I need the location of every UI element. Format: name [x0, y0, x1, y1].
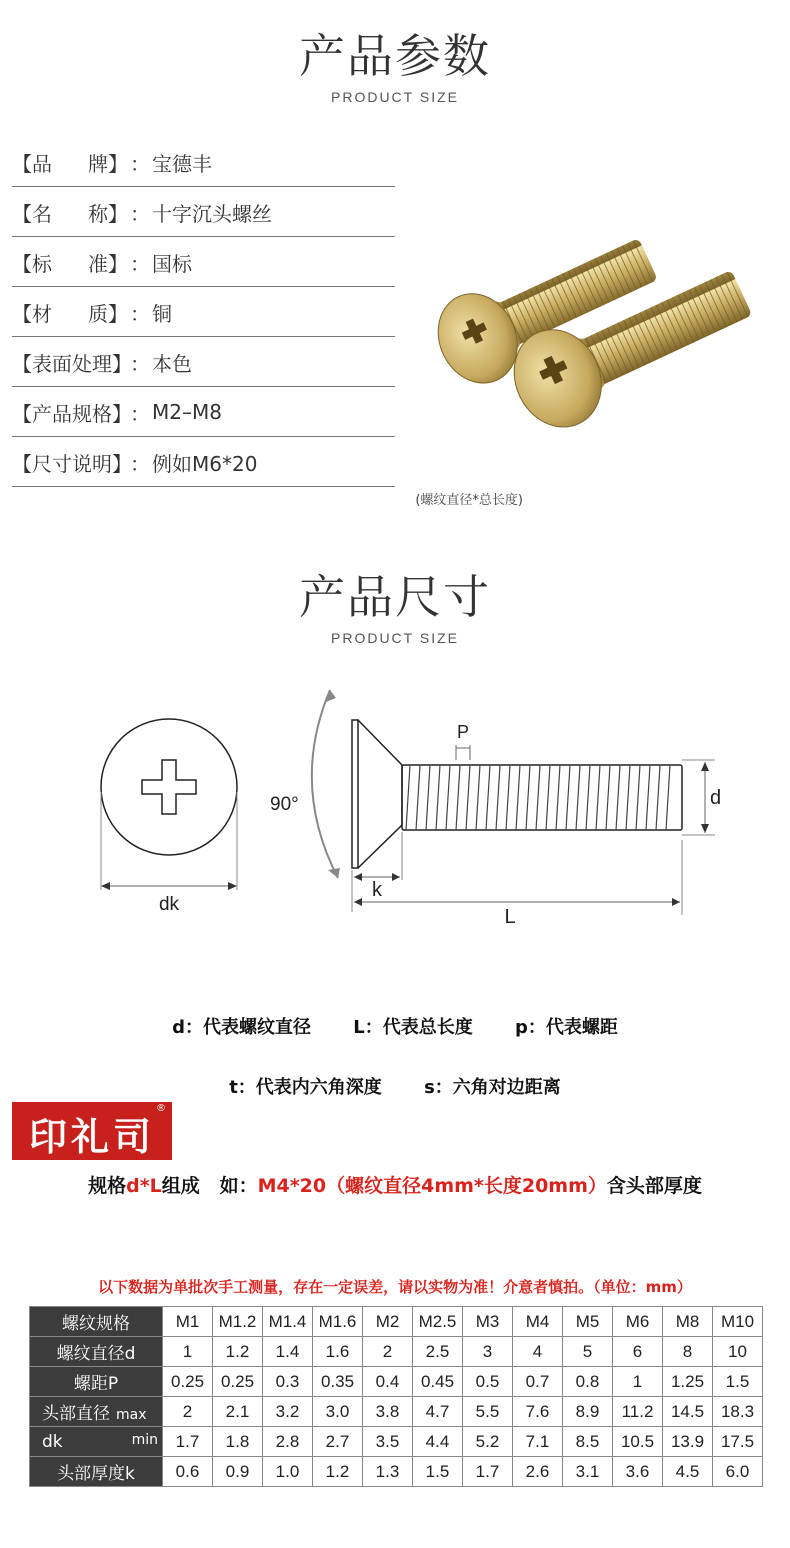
param-value-material: 铜 — [152, 301, 172, 326]
table-cell: 6.0 — [713, 1457, 763, 1487]
table-header-cell: M1.6 — [313, 1307, 363, 1337]
table-cell: 1.4 — [263, 1337, 313, 1367]
measurement-warning: 以下数据为单批次手工测量，存在一定误差，请以实物为准！介意者慎拍。（单位：mm） — [98, 1278, 692, 1296]
legend-line-1 — [0, 1013, 790, 1039]
spec-text-b: d*L — [126, 1175, 162, 1197]
param-row-standard — [12, 238, 395, 287]
table-cell: 3.6 — [613, 1457, 663, 1487]
head-top-view — [101, 719, 237, 855]
table-cell: 14.5 — [663, 1397, 713, 1427]
table-cell: 1.7 — [163, 1427, 213, 1457]
table-cell: 13.9 — [663, 1427, 713, 1457]
table-cell: 3.2 — [263, 1397, 313, 1427]
table-header-cell: M8 — [663, 1307, 713, 1337]
table-row-label: 头部厚度k — [30, 1457, 163, 1487]
table-cell: 0.4 — [363, 1367, 413, 1397]
table-header-cell: M1.2 — [213, 1307, 263, 1337]
table-cell: 0.25 — [213, 1367, 263, 1397]
label-p: P — [457, 722, 470, 742]
table-cell: 0.6 — [163, 1457, 213, 1487]
spec-text-a: 规格 — [88, 1175, 127, 1197]
param-key-end: 质】 — [88, 301, 128, 326]
param-row-name — [12, 188, 395, 237]
table-row-label — [30, 1427, 163, 1457]
table-row — [30, 1427, 763, 1457]
table-header-cell: M10 — [713, 1307, 763, 1337]
table-row-label-sub: min — [131, 1431, 158, 1448]
table-cell: 1.3 — [363, 1457, 413, 1487]
param-row-spec — [12, 388, 395, 437]
table-cell: 1 — [613, 1367, 663, 1397]
param-value-name: 十字沉头螺丝 — [152, 201, 272, 226]
table-header-cell: M4 — [513, 1307, 563, 1337]
table-cell: 0.9 — [213, 1457, 263, 1487]
table-cell: 0.3 — [263, 1367, 313, 1397]
param-sep: ： — [130, 151, 150, 176]
phillips-cross-icon — [142, 760, 196, 814]
param-key: 【表面处理】 — [12, 351, 132, 376]
table-cell: 2.1 — [213, 1397, 263, 1427]
param-sep: ： — [130, 301, 150, 326]
table-header-row — [30, 1307, 763, 1337]
param-row-surface — [12, 338, 395, 387]
brand-logo — [12, 1102, 172, 1160]
table-cell: 8.5 — [563, 1427, 613, 1457]
param-key-end: 牌】 — [88, 151, 128, 176]
table-cell: 2.6 — [513, 1457, 563, 1487]
param-value-size: 例如M6*20 — [152, 451, 258, 476]
legend-p: p：代表螺距 — [515, 1017, 618, 1038]
param-key: 【尺寸说明】 — [12, 451, 132, 476]
table-cell: 1.5 — [713, 1367, 763, 1397]
table-cell: 1.0 — [263, 1457, 313, 1487]
section-subtitle-params: PRODUCT SIZE — [331, 89, 459, 105]
table-cell: 2.8 — [263, 1427, 313, 1457]
table-cell: 0.5 — [463, 1367, 513, 1397]
table-cell: 5.5 — [463, 1397, 513, 1427]
table-cell: 11.2 — [613, 1397, 663, 1427]
param-value-surface: 本色 — [152, 351, 192, 376]
spec-text-d: M4*20（螺纹直径4mm*长度20mm） — [257, 1175, 607, 1197]
table-header-cell: M6 — [613, 1307, 663, 1337]
table-cell: 10.5 — [613, 1427, 663, 1457]
table-row — [30, 1457, 763, 1487]
table-row — [30, 1397, 763, 1427]
section-subtitle-size: PRODUCT SIZE — [331, 630, 459, 646]
legend-t: t：代表内六角深度 — [229, 1077, 382, 1098]
param-sep: ： — [130, 451, 150, 476]
product-photo — [425, 240, 765, 460]
table-row-label-text: 头部直径 — [42, 1404, 110, 1424]
table-cell: 18.3 — [713, 1397, 763, 1427]
param-value-brand: 宝德丰 — [152, 151, 212, 176]
table-header-cell: M2.5 — [413, 1307, 463, 1337]
spec-example-line — [0, 1171, 790, 1198]
param-value-standard: 国标 — [152, 251, 192, 276]
table-cell: 6 — [613, 1337, 663, 1367]
legend-s: s：六角对边距离 — [424, 1077, 561, 1098]
spec-text-e: 含头部厚度 — [606, 1175, 702, 1197]
param-row-material — [12, 288, 395, 337]
table-cell: 5 — [563, 1337, 613, 1367]
table-cell: 1.2 — [213, 1337, 263, 1367]
table-cell: 3.5 — [363, 1427, 413, 1457]
param-sep: ： — [130, 201, 150, 226]
table-row — [30, 1337, 763, 1367]
brand-logo-text: 印礼司 — [28, 1114, 155, 1159]
label-d: d — [710, 787, 722, 809]
table-row-label — [30, 1397, 163, 1427]
table-cell: 2.7 — [313, 1427, 363, 1457]
table-header-cell: M1 — [163, 1307, 213, 1337]
table-cell: 3.8 — [363, 1397, 413, 1427]
table-cell: 1.7 — [463, 1457, 513, 1487]
param-row-size — [12, 438, 395, 487]
label-angle: 90° — [270, 794, 299, 815]
table-cell: 0.45 — [413, 1367, 463, 1397]
table-cell: 1 — [163, 1337, 213, 1367]
table-header-cell: M5 — [563, 1307, 613, 1337]
table-cell: 0.35 — [313, 1367, 363, 1397]
table-cell: 2 — [163, 1397, 213, 1427]
table-cell: 4.7 — [413, 1397, 463, 1427]
table-header-cell: M3 — [463, 1307, 513, 1337]
table-header-cell: 螺纹规格 — [30, 1307, 163, 1337]
table-cell: 3.1 — [563, 1457, 613, 1487]
param-key-end: 称】 — [88, 201, 128, 226]
table-cell: 8.9 — [563, 1397, 613, 1427]
table-cell: 3 — [463, 1337, 513, 1367]
param-key: 【产品规格】 — [12, 401, 132, 426]
label-k: k — [372, 879, 382, 901]
spec-text-c: 组成 如： — [161, 1175, 258, 1197]
spec-table — [29, 1306, 763, 1487]
param-key-start: 【材 — [12, 301, 52, 326]
param-value-spec: M2–M8 — [152, 400, 222, 424]
table-cell: 7.1 — [513, 1427, 563, 1457]
table-cell: 0.8 — [563, 1367, 613, 1397]
table-cell: 0.7 — [513, 1367, 563, 1397]
section-title-size: 产品尺寸 — [299, 570, 491, 624]
table-cell: 5.2 — [463, 1427, 513, 1457]
table-cell: 7.6 — [513, 1397, 563, 1427]
section-title-params: 产品参数 — [299, 29, 491, 83]
table-cell: 3.0 — [313, 1397, 363, 1427]
label-L: L — [504, 906, 516, 928]
registered-mark: ® — [156, 1103, 166, 1114]
table-cell: 1.25 — [663, 1367, 713, 1397]
param-key-start: 【名 — [12, 201, 52, 226]
param-note: (螺纹直径*总长度) — [415, 493, 523, 508]
param-key-start: 【标 — [12, 251, 52, 276]
table-cell: 1.6 — [313, 1337, 363, 1367]
table-cell: 4.5 — [663, 1457, 713, 1487]
legend-L: L：代表总长度 — [353, 1017, 473, 1038]
table-cell: 10 — [713, 1337, 763, 1367]
param-key-start: 【品 — [12, 151, 52, 176]
param-sep: ： — [130, 401, 150, 426]
table-header-cell: M2 — [363, 1307, 413, 1337]
table-cell: 4.4 — [413, 1427, 463, 1457]
table-cell: 4 — [513, 1337, 563, 1367]
screw-head-side — [352, 720, 358, 868]
param-key-end: 准】 — [88, 251, 128, 276]
param-sep: ： — [130, 351, 150, 376]
table-cell: 2.5 — [413, 1337, 463, 1367]
table-row — [30, 1367, 763, 1397]
table-row-label-sub: max — [116, 1407, 147, 1423]
param-sep: ： — [130, 251, 150, 276]
table-row-label: 螺纹直径d — [30, 1337, 163, 1367]
legend-d: d：代表螺纹直径 — [172, 1017, 311, 1038]
screw-dimension-diagram — [90, 680, 740, 940]
table-header-cell: M1.4 — [263, 1307, 313, 1337]
table-cell: 0.25 — [163, 1367, 213, 1397]
table-row-label: 螺距P — [30, 1367, 163, 1397]
table-cell: 1.2 — [313, 1457, 363, 1487]
param-row-brand — [12, 138, 395, 187]
table-cell: 1.8 — [213, 1427, 263, 1457]
label-dk: dk — [158, 894, 180, 915]
table-cell: 8 — [663, 1337, 713, 1367]
table-row-label-text: dk — [42, 1431, 63, 1452]
table-cell: 17.5 — [713, 1427, 763, 1457]
table-cell: 1.5 — [413, 1457, 463, 1487]
table-cell: 2 — [363, 1337, 413, 1367]
legend-line-2 — [0, 1073, 790, 1099]
